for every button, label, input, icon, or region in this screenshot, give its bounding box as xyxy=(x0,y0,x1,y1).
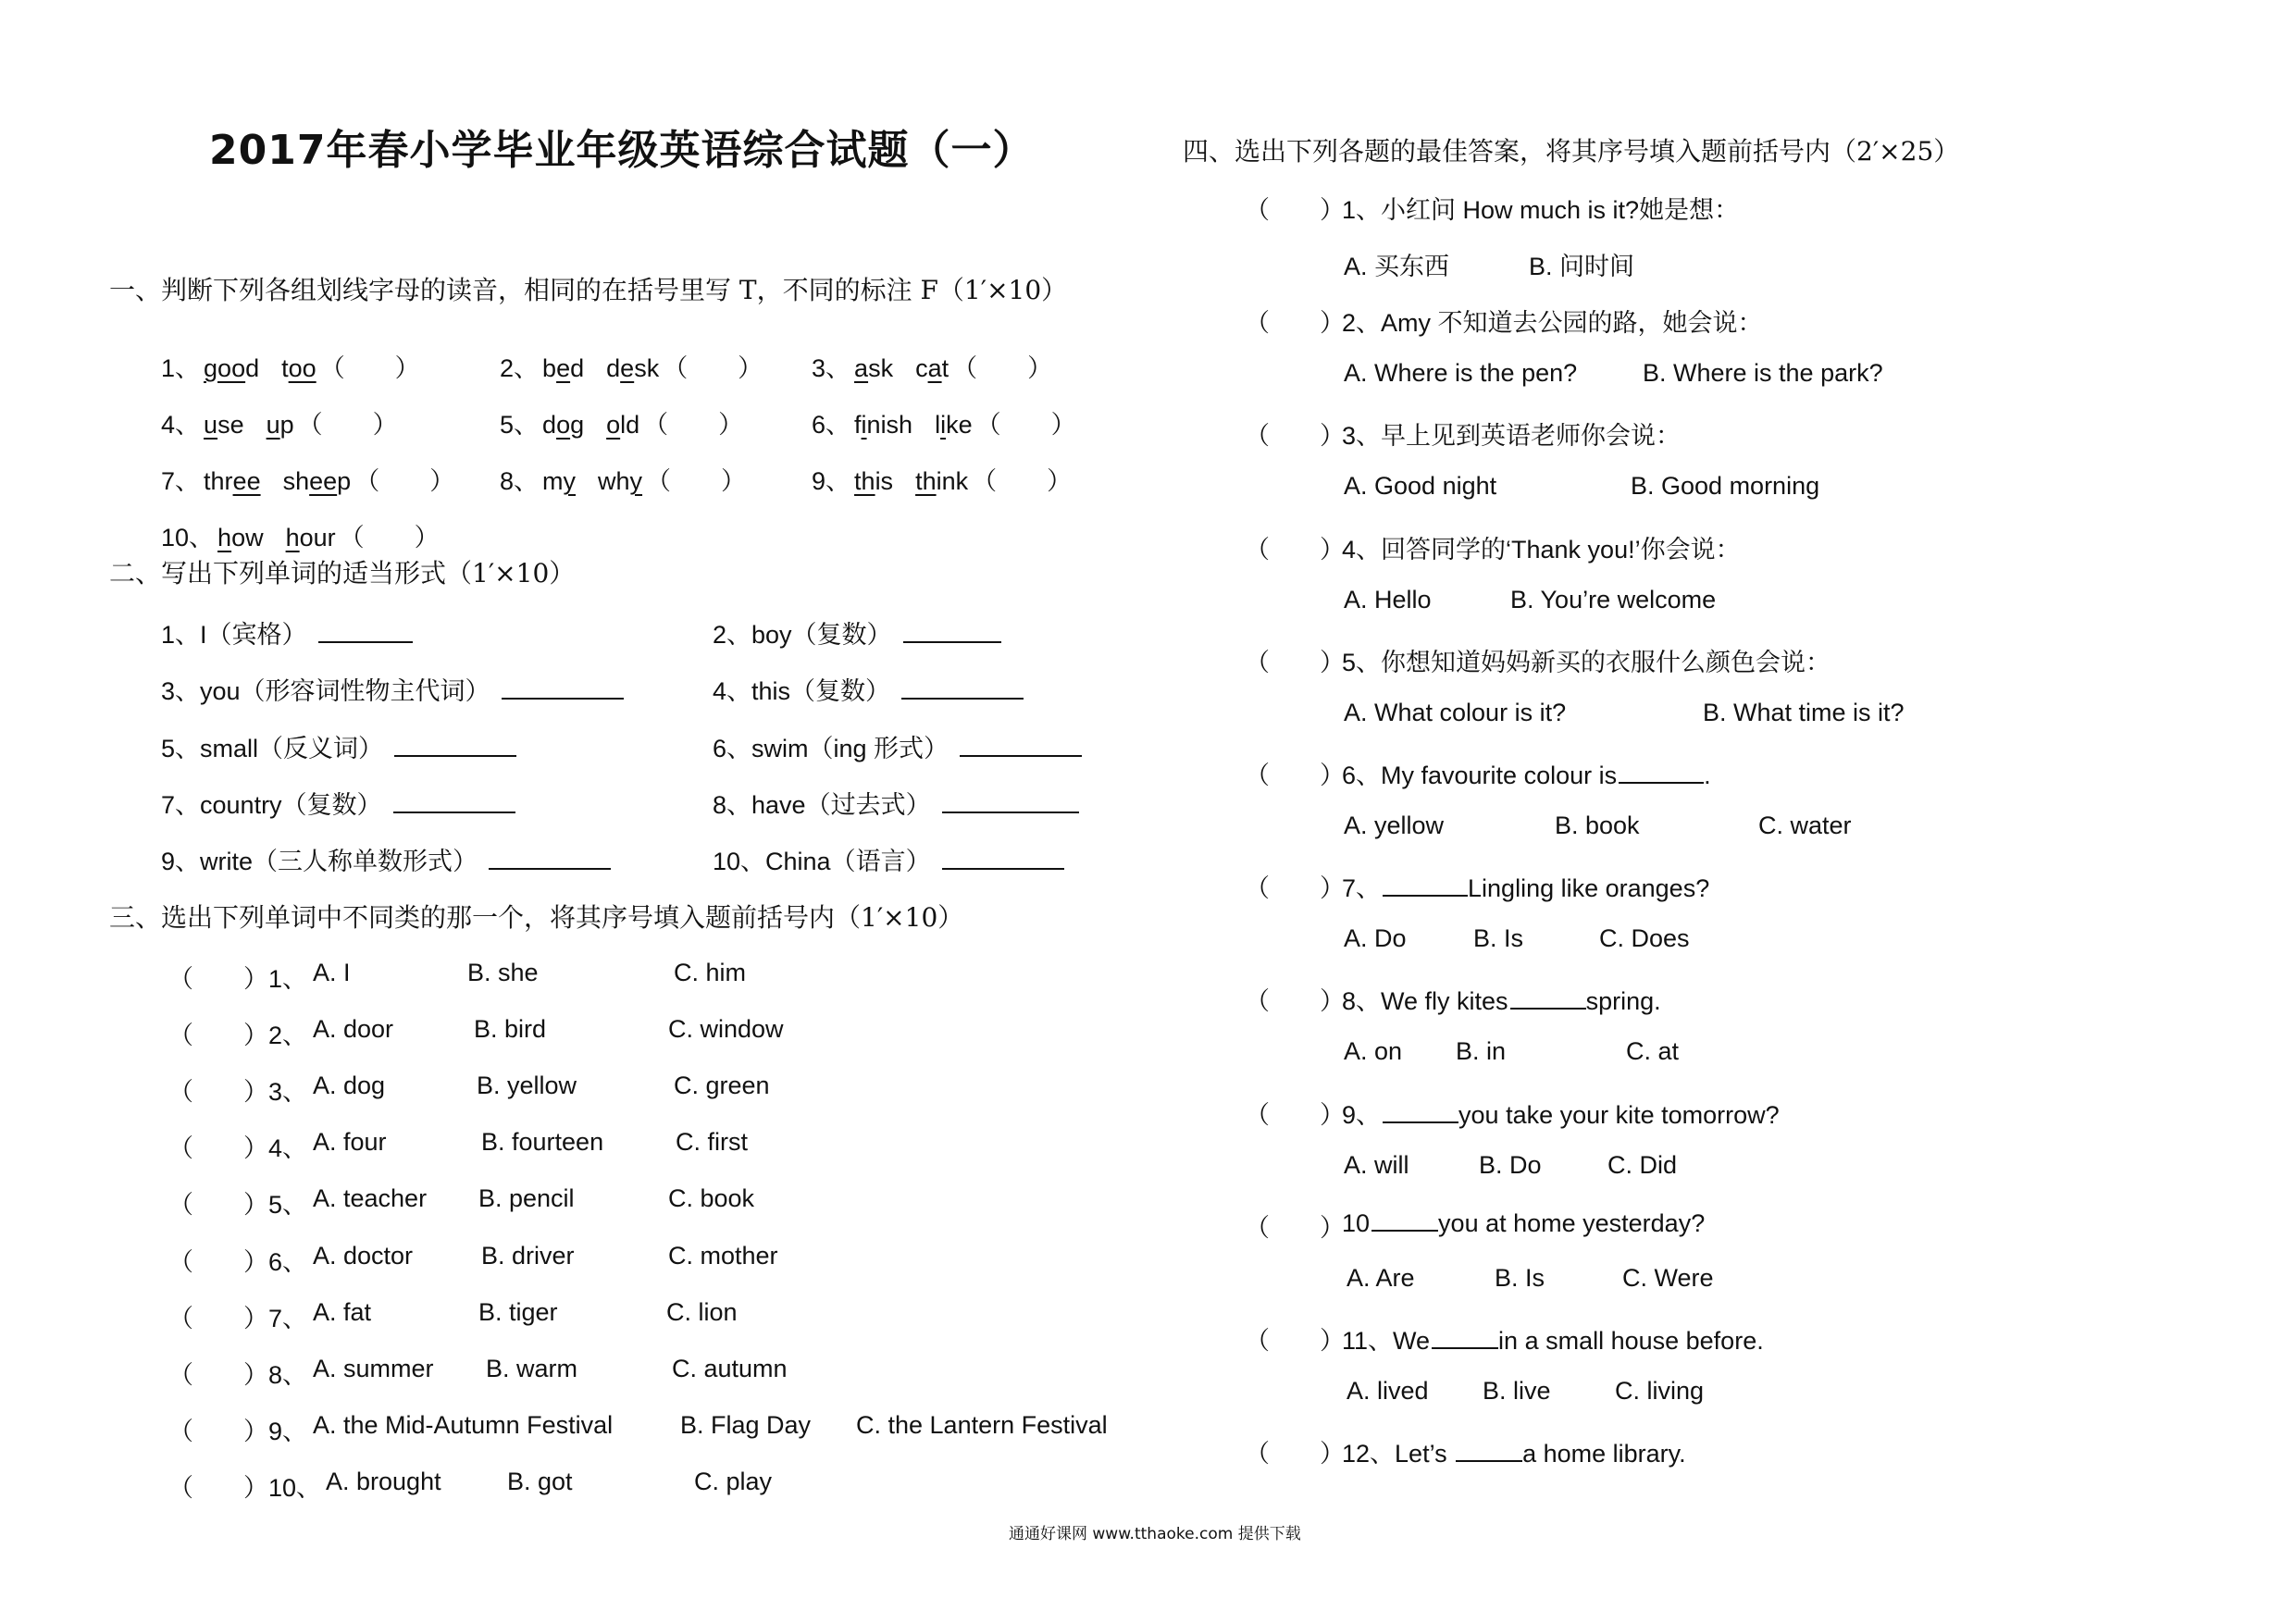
word-form-blank[interactable] xyxy=(489,846,611,870)
odd-one-out-item xyxy=(168,1184,1140,1219)
word-part: p xyxy=(279,411,294,439)
answer-parentheses[interactable]: （ ） xyxy=(1245,1101,1345,1129)
answer-option[interactable]: A. Hello xyxy=(1344,586,1432,613)
option-a[interactable]: A. fat xyxy=(313,1298,372,1326)
answer-option[interactable]: A. yellow xyxy=(1344,812,1445,839)
answer-option[interactable]: B. live xyxy=(1483,1377,1551,1405)
answer-parentheses[interactable]: （ ） xyxy=(1245,422,1345,450)
answer-option[interactable]: B. Is xyxy=(1495,1264,1545,1292)
answer-parentheses[interactable]: （ ） xyxy=(168,965,268,993)
item-number: 6、 xyxy=(268,1248,308,1276)
phonics-word xyxy=(281,354,316,382)
word-form-prompt: 7、country（复数） xyxy=(161,791,382,819)
underlined-letters: ee xyxy=(309,467,338,495)
answer-option[interactable]: B. Do xyxy=(1479,1151,1542,1179)
option-b[interactable]: B. Flag Day xyxy=(680,1411,812,1439)
answer-parentheses[interactable]: （ ） xyxy=(1245,762,1345,789)
odd-one-out-item xyxy=(168,1072,1140,1106)
odd-one-out-item xyxy=(168,1298,1140,1330)
word-part: nish xyxy=(866,411,913,439)
answer-option[interactable]: B. Good morning xyxy=(1631,472,1820,500)
question-text xyxy=(1342,190,1739,226)
word-form-item xyxy=(713,728,1082,764)
answer-parentheses[interactable]: （ ） xyxy=(1245,874,1345,902)
underlined-letters: i xyxy=(861,411,867,439)
answer-parentheses[interactable]: （ ） xyxy=(168,1248,268,1276)
answer-parentheses[interactable]: （ ） xyxy=(1245,196,1345,224)
word-part: sk xyxy=(868,354,894,382)
word-part: ld xyxy=(620,411,640,439)
phonics-word xyxy=(542,467,576,495)
word-form-item xyxy=(713,671,1024,707)
answer-option[interactable]: B. in xyxy=(1456,1037,1507,1065)
answer-option[interactable]: A. will xyxy=(1344,1151,1409,1179)
question-part: you at home yesterday? xyxy=(1438,1209,1706,1237)
answer-parentheses[interactable]: （ ） xyxy=(168,1134,268,1162)
word-form-blank[interactable] xyxy=(394,733,516,757)
word-part: l xyxy=(935,411,941,439)
word-part: d xyxy=(542,411,557,439)
question-part: Lingling like oranges? xyxy=(1468,874,1710,902)
underlined-letters: y xyxy=(563,467,577,495)
option-a[interactable]: A. the Mid-Autumn Festival xyxy=(313,1411,614,1439)
item-number: 6、 xyxy=(812,411,851,439)
question-text xyxy=(1342,981,1661,1017)
answer-option[interactable]: B. What time is it? xyxy=(1703,699,1905,726)
phonics-word xyxy=(542,354,584,382)
question-text xyxy=(1342,868,1709,904)
phonics-word xyxy=(854,467,893,495)
question-blank[interactable] xyxy=(1619,760,1704,784)
question-part: 7、 xyxy=(1342,874,1382,902)
underlined-letters: y xyxy=(629,467,643,495)
phonics-item xyxy=(161,404,398,440)
answer-option[interactable]: C. Were xyxy=(1622,1264,1714,1292)
answer-option[interactable]: B. Is xyxy=(1473,924,1524,952)
answer-option[interactable]: C. Did xyxy=(1607,1151,1678,1179)
underlined-letters: th xyxy=(854,467,875,495)
question-part: a home library. xyxy=(1522,1440,1686,1468)
question-blank[interactable] xyxy=(1383,873,1468,897)
answer-parentheses[interactable]: （ ） xyxy=(975,411,1076,439)
underlined-letters: h xyxy=(285,524,300,551)
answer-option[interactable]: A. Do xyxy=(1344,924,1407,952)
word-form-item xyxy=(713,785,1079,821)
question-blank[interactable] xyxy=(1432,1325,1498,1349)
answer-parentheses[interactable]: （ ） xyxy=(339,524,440,551)
word-part: ke xyxy=(946,411,973,439)
odd-one-out-item xyxy=(168,1015,1140,1047)
option-c[interactable]: C. autumn xyxy=(672,1355,788,1382)
word-form-prompt: 4、this（复数） xyxy=(713,677,891,705)
word-part: d xyxy=(570,354,585,382)
word-form-blank[interactable] xyxy=(942,846,1064,870)
section3-heading: 三、选出下列单词中不同类的那一个，将其序号填入题前括号内（1′×10） xyxy=(109,902,964,933)
answer-option[interactable]: B. Where is the park? xyxy=(1643,359,1883,387)
option-b[interactable]: B. warm xyxy=(486,1355,578,1382)
underlined-letters: a xyxy=(927,354,942,382)
word-form-item xyxy=(161,841,611,877)
word-part: t xyxy=(281,354,289,382)
option-b[interactable]: B. pencil xyxy=(478,1184,575,1212)
item-number: 1、 xyxy=(161,354,201,382)
question-text xyxy=(1342,642,1831,678)
answer-parentheses[interactable]: （ ） xyxy=(354,467,455,495)
question-text xyxy=(1342,1095,1780,1131)
word-part: f xyxy=(854,411,862,439)
phonics-word xyxy=(606,354,659,382)
word-form-item xyxy=(713,841,1064,877)
phonics-item xyxy=(500,404,743,440)
question-text xyxy=(1342,303,1763,339)
item-number: 5、 xyxy=(268,1191,308,1219)
phonics-item xyxy=(500,348,763,384)
question-blank[interactable] xyxy=(1371,1208,1438,1232)
option-b[interactable]: B. bird xyxy=(474,1015,547,1043)
option-a[interactable]: A. door xyxy=(313,1015,394,1043)
phonics-word xyxy=(286,524,336,551)
word-form-prompt: 3、you（形容词性物主代词） xyxy=(161,677,490,705)
word-part: b xyxy=(542,354,557,382)
answer-parentheses[interactable]: （ ） xyxy=(319,354,420,382)
option-a[interactable]: A. dog xyxy=(313,1072,386,1099)
question-part: 8、We fly kites xyxy=(1342,987,1508,1015)
odd-one-out-item xyxy=(168,1355,1140,1389)
answer-option[interactable]: B. You’re welcome xyxy=(1510,586,1717,613)
odd-one-out-item xyxy=(168,1128,1140,1162)
phonics-word xyxy=(204,467,261,495)
phonics-word xyxy=(935,411,973,439)
item-number: 9、 xyxy=(268,1418,308,1445)
word-form-prompt: 6、swim（ing 形式） xyxy=(713,735,949,762)
question-part: 10 xyxy=(1342,1209,1371,1237)
phonics-word xyxy=(854,354,893,382)
word-part: sh xyxy=(282,467,310,495)
answer-option[interactable]: A. 买东西 xyxy=(1344,253,1450,280)
option-c[interactable]: C. mother xyxy=(668,1242,778,1270)
odd-one-out-item xyxy=(168,1242,1140,1276)
answer-parentheses[interactable]: （ ） xyxy=(663,354,763,382)
option-b[interactable]: B. fourteen xyxy=(481,1128,604,1156)
word-form-prompt: 8、have（过去式） xyxy=(713,791,931,819)
option-c[interactable]: C. window xyxy=(668,1015,784,1043)
word-part: se xyxy=(217,411,244,439)
option-a[interactable]: A. four xyxy=(313,1128,387,1156)
phonics-item xyxy=(161,348,420,384)
item-number: 8、 xyxy=(500,467,540,495)
underlined-letters: i xyxy=(940,411,947,439)
question-part: . xyxy=(1704,762,1711,789)
question-text xyxy=(1342,755,1711,791)
underlined-letters: u xyxy=(204,411,218,439)
word-form-item xyxy=(161,785,515,821)
option-a[interactable]: A. doctor xyxy=(313,1242,414,1270)
underlined-letters: ee xyxy=(232,467,261,495)
answer-parentheses[interactable]: （ ） xyxy=(972,467,1073,495)
phonics-word xyxy=(204,411,244,439)
phonics-item xyxy=(812,404,1076,440)
option-c[interactable]: C. book xyxy=(668,1184,755,1212)
item-number: 2、 xyxy=(268,1022,308,1049)
question-part: 4、回答同学的‘Thank you!’你会说： xyxy=(1342,536,1741,564)
question-text xyxy=(1342,529,1741,565)
item-number: 4、 xyxy=(161,411,201,439)
item-number: 9、 xyxy=(812,467,851,495)
item-number: 5、 xyxy=(500,411,540,439)
question-part: 12、Let’s xyxy=(1342,1440,1455,1468)
option-c[interactable]: C. first xyxy=(676,1128,748,1156)
word-form-item xyxy=(161,728,516,764)
answer-option[interactable]: C. living xyxy=(1615,1377,1705,1405)
word-form-blank[interactable] xyxy=(903,619,1001,643)
answer-parentheses[interactable]: （ ） xyxy=(1245,1440,1345,1468)
phonics-word xyxy=(283,467,352,495)
option-a[interactable]: A. I xyxy=(313,959,351,986)
phonics-word xyxy=(915,354,949,382)
option-b[interactable]: B. got xyxy=(507,1468,573,1495)
word-form-prompt: 1、I（宾格） xyxy=(161,621,307,649)
item-number: 3、 xyxy=(812,354,851,382)
underlined-letters: oo xyxy=(288,354,316,382)
question-text xyxy=(1342,1433,1686,1469)
option-c[interactable]: C. lion xyxy=(666,1298,738,1326)
phonics-item xyxy=(161,517,440,553)
answer-option[interactable]: A. Where is the pen? xyxy=(1344,359,1578,387)
word-form-blank[interactable] xyxy=(901,675,1024,700)
question-part: spring. xyxy=(1585,987,1661,1015)
answer-parentheses[interactable]: （ ） xyxy=(297,411,398,439)
question-part: 3、早上见到英语老师你会说： xyxy=(1342,422,1682,450)
answer-parentheses[interactable]: （ ） xyxy=(168,1022,268,1049)
word-part: d xyxy=(606,354,621,382)
answer-option[interactable]: A. lived xyxy=(1347,1377,1429,1405)
answer-parentheses[interactable]: （ ） xyxy=(1245,536,1345,564)
word-form-item xyxy=(161,614,413,650)
word-part: our xyxy=(299,524,336,551)
phonics-item xyxy=(812,461,1072,497)
question-part: 5、你想知道妈妈新买的衣服什么颜色会说： xyxy=(1342,649,1831,676)
answer-parentheses[interactable]: （ ） xyxy=(646,467,747,495)
word-form-blank[interactable] xyxy=(960,733,1082,757)
underlined-letters: goo xyxy=(204,354,246,382)
word-part: wh xyxy=(598,467,630,495)
phonics-word xyxy=(854,411,912,439)
option-b[interactable]: B. tiger xyxy=(478,1298,558,1326)
word-part: thr xyxy=(204,467,233,495)
phonics-item xyxy=(161,461,454,497)
question-part: 2、Amy 不知道去公园的路，她会说： xyxy=(1342,309,1763,337)
phonics-word xyxy=(915,467,968,495)
word-part: p xyxy=(337,467,352,495)
answer-parentheses[interactable]: （ ） xyxy=(168,1305,268,1332)
item-number: 7、 xyxy=(161,467,201,495)
question-part: in a small house before. xyxy=(1498,1327,1764,1355)
underlined-letters: h xyxy=(217,524,232,551)
word-part: c xyxy=(915,354,928,382)
answer-option[interactable]: A. on xyxy=(1344,1037,1403,1065)
word-form-prompt: 2、boy（复数） xyxy=(713,621,892,649)
underlined-letters: th xyxy=(915,467,937,495)
phonics-item xyxy=(812,348,1052,384)
item-number: 10、 xyxy=(161,524,215,551)
question-part: you take your kite tomorrow? xyxy=(1458,1101,1780,1129)
underlined-letters: e xyxy=(620,354,635,382)
odd-one-out-item xyxy=(168,959,1140,993)
option-c[interactable]: C. the Lantern Festival xyxy=(856,1411,1108,1439)
word-part: t xyxy=(941,354,949,382)
answer-parentheses[interactable]: （ ） xyxy=(1245,987,1345,1015)
option-b[interactable]: B. yellow xyxy=(477,1072,577,1099)
odd-one-out-item xyxy=(168,1411,1140,1443)
question-part: 6、My favourite colour is xyxy=(1342,762,1618,789)
word-part: ow xyxy=(231,524,264,551)
underlined-letters: o xyxy=(606,411,621,439)
question-part: 11、We xyxy=(1342,1327,1431,1355)
item-number: 8、 xyxy=(268,1361,308,1389)
phonics-item xyxy=(500,461,746,497)
option-b[interactable]: B. driver xyxy=(481,1242,575,1270)
word-form-blank[interactable] xyxy=(318,619,413,643)
word-form-prompt: 9、write（三人称单数形式） xyxy=(161,848,478,875)
answer-parentheses[interactable]: （ ） xyxy=(643,411,744,439)
underlined-letters: o xyxy=(556,411,571,439)
word-form-item xyxy=(161,671,624,707)
item-number: 7、 xyxy=(268,1305,308,1332)
word-part: g xyxy=(570,411,585,439)
question-text xyxy=(1342,1208,1705,1238)
option-c[interactable]: C. play xyxy=(694,1468,773,1495)
word-form-blank[interactable] xyxy=(393,789,515,813)
question-text xyxy=(1342,1320,1764,1357)
answer-parentheses[interactable]: （ ） xyxy=(168,1474,268,1502)
option-c[interactable]: C. him xyxy=(674,959,747,986)
answer-parentheses[interactable]: （ ） xyxy=(168,1191,268,1219)
answer-parentheses[interactable]: （ ） xyxy=(1245,1214,1345,1242)
question-part: 1、小红问 How much is it?她是想： xyxy=(1342,196,1740,224)
word-part: sk xyxy=(634,354,660,382)
item-number: 3、 xyxy=(268,1078,308,1106)
answer-parentheses[interactable]: （ ） xyxy=(1245,649,1345,676)
answer-parentheses[interactable]: （ ） xyxy=(168,1078,268,1106)
word-form-item xyxy=(713,614,1001,650)
answer-option[interactable]: B. book xyxy=(1555,812,1640,839)
question-text xyxy=(1342,415,1681,452)
phonics-word xyxy=(217,524,264,551)
word-form-prompt: 10、China（语言） xyxy=(713,848,931,875)
option-a[interactable]: A. teacher xyxy=(313,1184,428,1212)
question-part: 9、 xyxy=(1342,1101,1382,1129)
underlined-letters: e xyxy=(556,354,571,382)
word-form-blank[interactable] xyxy=(502,675,624,700)
answer-parentheses[interactable]: （ ） xyxy=(168,1418,268,1445)
answer-parentheses[interactable]: （ ） xyxy=(1245,309,1345,337)
word-part: d xyxy=(245,354,260,382)
answer-option[interactable]: C. Does xyxy=(1599,924,1690,952)
option-a[interactable]: A. summer xyxy=(313,1355,434,1382)
item-number: 10、 xyxy=(268,1474,322,1502)
answer-option[interactable]: A. Good night xyxy=(1344,472,1497,500)
option-c[interactable]: C. green xyxy=(674,1072,770,1099)
section1-heading: 一、判断下列各组划线字母的读音，相同的在括号里写 T，不同的标注 F（1′×10） xyxy=(109,275,1068,305)
page-title: 2017年春小学毕业年级英语综合试题（一） xyxy=(209,127,1035,174)
page-footer: 通通好课网 www.tthaoke.com 提供下载 xyxy=(1009,1525,1301,1543)
option-b[interactable]: B. she xyxy=(467,959,539,986)
phonics-word xyxy=(542,411,584,439)
word-part: is xyxy=(875,467,894,495)
phonics-word xyxy=(598,467,642,495)
answer-option[interactable]: C. water xyxy=(1758,812,1852,839)
option-a[interactable]: A. brought xyxy=(326,1468,441,1495)
phonics-word xyxy=(606,411,639,439)
answer-option[interactable]: A. Are xyxy=(1347,1264,1415,1292)
phonics-word xyxy=(267,411,294,439)
item-number: 4、 xyxy=(268,1134,308,1162)
item-number: 2、 xyxy=(500,354,540,382)
underlined-letters: a xyxy=(854,354,869,382)
answer-option[interactable]: B. 问时间 xyxy=(1529,253,1635,280)
underlined-letters: u xyxy=(266,411,280,439)
section4-heading: 四、选出下列各题的最佳答案，将其序号填入题前括号内（2′×25） xyxy=(1183,136,1960,167)
answer-parentheses[interactable]: （ ） xyxy=(952,354,1053,382)
word-form-blank[interactable] xyxy=(942,789,1079,813)
phonics-word xyxy=(204,354,259,382)
answer-option[interactable]: A. What colour is it? xyxy=(1344,699,1567,726)
word-part: m xyxy=(542,467,564,495)
item-number: 1、 xyxy=(268,965,308,993)
section2-heading: 二、写出下列单词的适当形式（1′×10） xyxy=(109,558,576,588)
question-blank[interactable] xyxy=(1456,1438,1522,1462)
word-part: ink xyxy=(936,467,969,495)
answer-parentheses[interactable]: （ ） xyxy=(1245,1327,1345,1355)
answer-option[interactable]: C. at xyxy=(1626,1037,1680,1065)
odd-one-out-item xyxy=(168,1468,1140,1502)
answer-parentheses[interactable]: （ ） xyxy=(168,1361,268,1389)
question-blank[interactable] xyxy=(1383,1099,1458,1123)
word-form-prompt: 5、small（反义词） xyxy=(161,735,384,762)
question-blank[interactable] xyxy=(1510,985,1586,1010)
